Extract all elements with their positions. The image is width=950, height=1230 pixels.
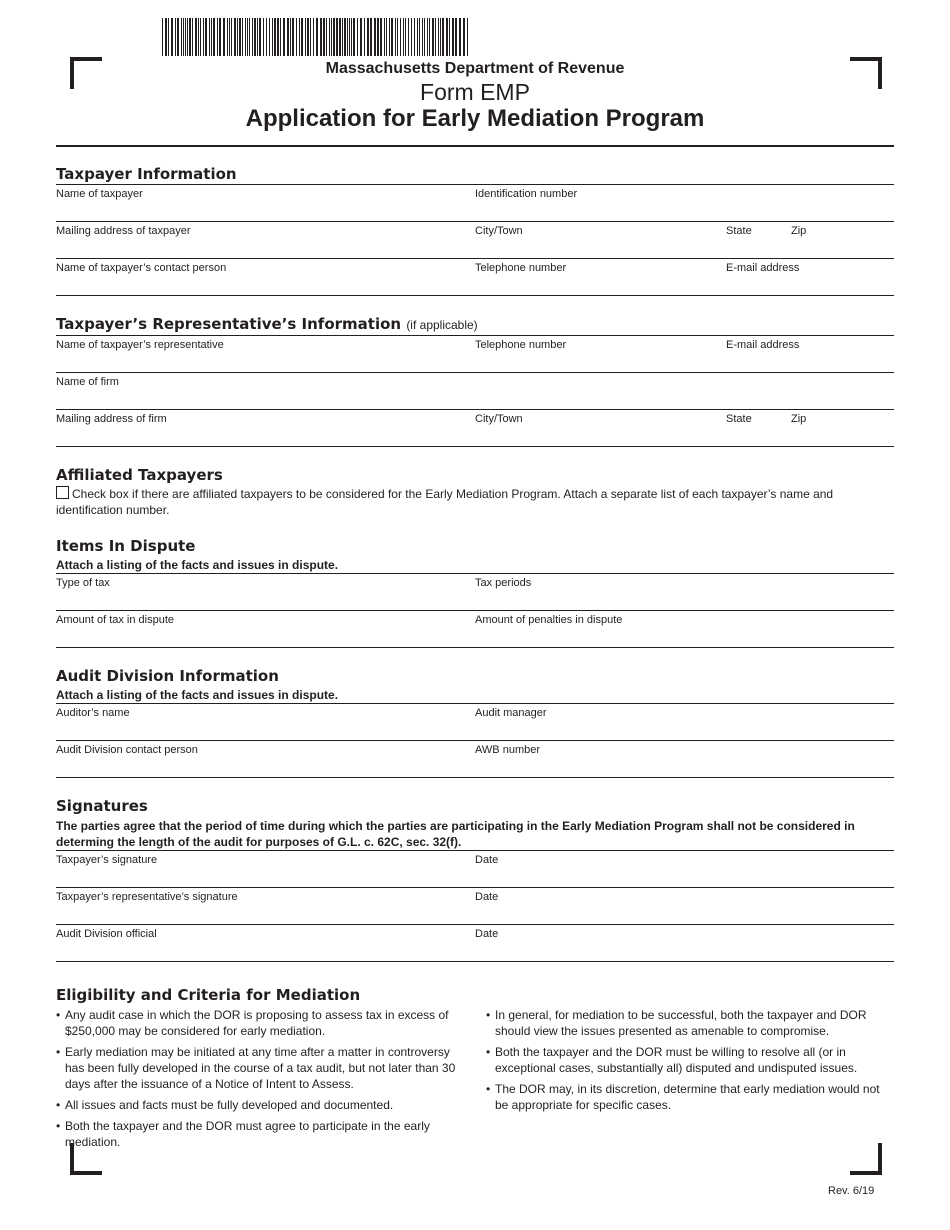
barcode-bar bbox=[229, 18, 230, 56]
header-divider bbox=[56, 145, 894, 147]
form-field-row bbox=[56, 221, 894, 258]
form-field-row bbox=[56, 184, 894, 221]
barcode-bar bbox=[422, 18, 423, 56]
barcode-bar bbox=[231, 18, 232, 56]
representative-section-title bbox=[56, 314, 894, 335]
criterion-text: Any audit case in which the DOR is proposing to assess tax in excess of $250,000 may be considered for early mediation. bbox=[65, 1008, 449, 1038]
criterion-text: All issues and facts must be fully developed and documented. bbox=[65, 1098, 394, 1112]
barcode-bar bbox=[223, 18, 225, 56]
bullet-glyph: • bbox=[486, 1008, 491, 1022]
barcode-bar bbox=[237, 18, 238, 56]
criterion-text: Both the taxpayer and the DOR must be willing to resolve all (or in exceptional cases, substantially all) disputed and undisputed issues. bbox=[495, 1045, 858, 1075]
affiliated-instructions: Check box if there are affiliated taxpayers to be considered for the Early Mediation Program. Attach a separate list of each taxpayer’s name and identification number. bbox=[56, 487, 834, 517]
field-label: Date bbox=[475, 854, 499, 866]
form-field-row bbox=[56, 409, 894, 447]
barcode-bar bbox=[435, 18, 436, 56]
barcode-bar bbox=[209, 18, 210, 56]
barcode-bar bbox=[239, 18, 241, 56]
form-field-row bbox=[56, 610, 894, 648]
field-label: Mailing address of firm bbox=[56, 413, 167, 425]
barcode-bar bbox=[400, 18, 401, 56]
barcode-bar bbox=[259, 18, 261, 56]
barcode-bar bbox=[323, 18, 325, 56]
field-label: City/Town bbox=[475, 413, 523, 425]
field-label: Date bbox=[475, 891, 499, 903]
barcode-bar bbox=[364, 18, 365, 56]
bullet-glyph: • bbox=[486, 1045, 491, 1059]
barcode-bar bbox=[217, 18, 218, 56]
barcode-bar bbox=[316, 18, 318, 56]
barcode-bar bbox=[357, 18, 358, 56]
field-label: Taxpayer’s representative’s signature bbox=[56, 891, 238, 903]
bullet-glyph: • bbox=[56, 1008, 61, 1022]
field-label: Amount of tax in dispute bbox=[56, 614, 175, 626]
eligibility-criterion bbox=[486, 1044, 894, 1076]
barcode-bar bbox=[168, 18, 169, 56]
audit-section-title: Audit Division Information bbox=[56, 667, 279, 685]
barcode-bar bbox=[266, 18, 267, 56]
barcode-bar bbox=[405, 18, 406, 56]
eligibility-criterion bbox=[56, 1097, 464, 1113]
field-label: Audit Division official bbox=[56, 928, 157, 940]
field-label: Auditor’s name bbox=[56, 707, 130, 719]
barcode-bar bbox=[175, 18, 176, 56]
taxpayer-section-title: Taxpayer Information bbox=[56, 165, 237, 183]
barcode-bar bbox=[307, 18, 309, 56]
field-label: AWB number bbox=[475, 744, 541, 756]
field-label: Zip bbox=[791, 413, 807, 425]
affiliated-taxpayers-checkbox[interactable] bbox=[56, 486, 69, 499]
barcode-bar bbox=[380, 18, 382, 56]
barcode-bar bbox=[374, 18, 376, 56]
barcode-bar bbox=[247, 18, 248, 56]
bullet-glyph: • bbox=[56, 1119, 61, 1133]
if-applicable-note: (if applicable) bbox=[406, 318, 478, 332]
barcode-bar bbox=[408, 18, 409, 56]
signatures-section bbox=[56, 796, 894, 962]
barcode-bar bbox=[463, 18, 465, 56]
dispute-instructions: Attach a listing of the facts and issues in dispute. bbox=[56, 558, 339, 572]
barcode-bar bbox=[427, 18, 428, 56]
barcode-bar bbox=[419, 18, 420, 56]
barcode-bar bbox=[254, 18, 256, 56]
barcode-bar bbox=[263, 18, 264, 56]
barcode-bar bbox=[449, 18, 450, 56]
barcode-bar bbox=[187, 18, 188, 56]
taxpayer-section bbox=[56, 164, 894, 296]
audit-fields bbox=[56, 703, 894, 778]
form-field-row bbox=[56, 573, 894, 610]
dispute-section bbox=[56, 536, 894, 648]
bullet-glyph: • bbox=[56, 1045, 61, 1059]
barcode-bar bbox=[219, 18, 221, 56]
barcode-bar bbox=[347, 18, 348, 56]
barcode-bar bbox=[299, 18, 300, 56]
eligibility-section-title: Eligibility and Criteria for Mediation bbox=[56, 986, 361, 1004]
barcode-bar bbox=[424, 18, 425, 56]
barcode-bar bbox=[305, 18, 306, 56]
audit-section bbox=[56, 666, 894, 778]
criterion-text: The DOR may, in its discretion, determine that early mediation would not be appropriate for specific cases. bbox=[495, 1082, 880, 1112]
field-label: Mailing address of taxpayer bbox=[56, 225, 191, 237]
barcode bbox=[162, 18, 470, 56]
form-field-row bbox=[56, 703, 894, 740]
barcode-bar bbox=[391, 18, 393, 56]
barcode-bar bbox=[177, 18, 179, 56]
barcode-bar bbox=[162, 18, 163, 56]
barcode-bar bbox=[370, 18, 372, 56]
barcode-bar bbox=[234, 18, 236, 56]
field-label: Tax periods bbox=[475, 577, 532, 589]
barcode-bar bbox=[198, 18, 199, 56]
field-label: Date bbox=[475, 928, 499, 940]
barcode-bar bbox=[411, 18, 412, 56]
barcode-bar bbox=[329, 18, 330, 56]
form-field-row bbox=[56, 258, 894, 296]
barcode-bar bbox=[203, 18, 204, 56]
eligibility-criterion bbox=[486, 1081, 894, 1113]
representative-fields bbox=[56, 335, 894, 447]
barcode-bar bbox=[245, 18, 246, 56]
barcode-bar bbox=[326, 18, 327, 56]
barcode-bar bbox=[438, 18, 439, 56]
barcode-bar bbox=[395, 18, 396, 56]
barcode-bar bbox=[432, 18, 434, 56]
barcode-bar bbox=[351, 18, 352, 56]
revision-date: Rev. 6/19 bbox=[828, 1185, 875, 1197]
dispute-section-title: Items In Dispute bbox=[56, 537, 196, 555]
barcode-bar bbox=[301, 18, 303, 56]
barcode-bar bbox=[192, 18, 193, 56]
barcode-bar bbox=[349, 18, 350, 56]
signature-fields bbox=[56, 850, 894, 962]
barcode-bar bbox=[384, 18, 385, 56]
barcode-bar bbox=[417, 18, 418, 56]
affiliated-row bbox=[56, 486, 894, 518]
barcode-bar bbox=[171, 18, 173, 56]
barcode-bar bbox=[252, 18, 253, 56]
criterion-text: Both the taxpayer and the DOR must agree to participate in the early mediation. bbox=[65, 1119, 430, 1149]
barcode-bar bbox=[290, 18, 291, 56]
form-title: Application for Early Mediation Program bbox=[245, 105, 705, 132]
eligibility-right-column bbox=[486, 1007, 894, 1155]
affiliated-section bbox=[56, 465, 894, 518]
barcode-bar bbox=[292, 18, 294, 56]
barcode-bar bbox=[277, 18, 279, 56]
barcode-bar bbox=[200, 18, 201, 56]
barcode-bar bbox=[205, 18, 207, 56]
field-label: Zip bbox=[791, 225, 807, 237]
field-label: Audit manager bbox=[475, 707, 547, 719]
barcode-bar bbox=[313, 18, 314, 56]
barcode-bar bbox=[249, 18, 250, 56]
barcode-bar bbox=[181, 18, 182, 56]
criterion-text: Early mediation may be initiated at any time after a matter in controversy has been fully developed in the course of a tax audit, but not later than 30 days after the issuance of a Notice of Intent to Assess. bbox=[65, 1045, 456, 1091]
field-label: State bbox=[726, 225, 752, 237]
bullet-glyph: • bbox=[486, 1082, 491, 1096]
barcode-bar bbox=[452, 18, 454, 56]
barcode-bar bbox=[272, 18, 273, 56]
barcode-bar bbox=[195, 18, 197, 56]
field-label: Taxpayer’s signature bbox=[56, 854, 158, 866]
form-field-row bbox=[56, 850, 894, 887]
barcode-bar bbox=[296, 18, 297, 56]
field-label: State bbox=[726, 413, 752, 425]
field-label: City/Town bbox=[475, 225, 523, 237]
form-field-row bbox=[56, 372, 894, 409]
barcode-bar bbox=[257, 18, 258, 56]
barcode-bar bbox=[459, 18, 461, 56]
form-body bbox=[56, 164, 894, 962]
barcode-bar bbox=[333, 18, 335, 56]
barcode-bar bbox=[442, 18, 444, 56]
field-label: Audit Division contact person bbox=[56, 744, 198, 756]
barcode-bar bbox=[397, 18, 398, 56]
field-label: Telephone number bbox=[475, 339, 567, 351]
eligibility-section bbox=[56, 985, 894, 1155]
form-field-row bbox=[56, 924, 894, 962]
barcode-bar bbox=[269, 18, 270, 56]
eligibility-left-column bbox=[56, 1007, 464, 1155]
barcode-bar bbox=[189, 18, 191, 56]
barcode-bar bbox=[367, 18, 369, 56]
barcode-bar bbox=[227, 18, 228, 56]
barcode-bar bbox=[242, 18, 243, 56]
department-name: Massachusetts Department of Revenue bbox=[325, 60, 625, 77]
signatures-agreement-note: The parties agree that the period of time during which the parties are participating in the Early Mediation Program shall not be considered in determing the length of the audit for purposes of G.L. c. 62C, sec. 32(f). bbox=[56, 819, 855, 849]
field-label: Amount of penalties in dispute bbox=[475, 614, 623, 626]
field-label: E-mail address bbox=[726, 262, 800, 274]
barcode-bar bbox=[185, 18, 186, 56]
form-name: Form EMP bbox=[420, 79, 530, 105]
field-label: Type of tax bbox=[56, 577, 110, 589]
dispute-fields bbox=[56, 573, 894, 648]
representative-section-title-text: Taxpayer’s Representative’s Information bbox=[56, 315, 402, 333]
form-field-row bbox=[56, 740, 894, 778]
affiliated-section-title: Affiliated Taxpayers bbox=[56, 466, 223, 484]
field-label: Name of taxpayer’s contact person bbox=[56, 262, 227, 274]
barcode-bar bbox=[389, 18, 390, 56]
barcode-bar bbox=[320, 18, 322, 56]
barcode-bar bbox=[403, 18, 404, 56]
criterion-text: In general, for mediation to be successful, both the taxpayer and DOR should view the issues presented as amenable to compromise. bbox=[495, 1008, 867, 1038]
eligibility-criterion bbox=[56, 1044, 464, 1092]
form-header bbox=[0, 59, 950, 133]
representative-section bbox=[56, 314, 894, 447]
taxpayer-fields bbox=[56, 184, 894, 296]
audit-instructions: Attach a listing of the facts and issues in dispute. bbox=[56, 688, 339, 702]
barcode-bar bbox=[414, 18, 415, 56]
field-label: Identification number bbox=[475, 188, 578, 200]
barcode-bar bbox=[339, 18, 341, 56]
barcode-bar bbox=[455, 18, 457, 56]
eligibility-columns bbox=[56, 1007, 894, 1155]
field-label: Telephone number bbox=[475, 262, 567, 274]
barcode-bar bbox=[429, 18, 430, 56]
bullet-glyph: • bbox=[56, 1098, 61, 1112]
barcode-bar bbox=[342, 18, 343, 56]
barcode-bar bbox=[283, 18, 285, 56]
form-field-row bbox=[56, 887, 894, 924]
field-label: E-mail address bbox=[726, 339, 800, 351]
barcode-bar bbox=[344, 18, 346, 56]
barcode-bar bbox=[440, 18, 441, 56]
barcode-bar bbox=[213, 18, 215, 56]
field-label: Name of taxpayer bbox=[56, 188, 143, 200]
barcode-bar bbox=[165, 18, 167, 56]
eligibility-criterion bbox=[56, 1118, 464, 1150]
barcode-bar bbox=[353, 18, 355, 56]
barcode-bar bbox=[377, 18, 379, 56]
barcode-bar bbox=[331, 18, 332, 56]
barcode-bar bbox=[274, 18, 276, 56]
barcode-bar bbox=[467, 18, 468, 56]
form-field-row bbox=[56, 335, 894, 372]
barcode-bar bbox=[310, 18, 311, 56]
eligibility-criterion bbox=[486, 1007, 894, 1039]
barcode-bar bbox=[446, 18, 448, 56]
barcode-bar bbox=[386, 18, 387, 56]
eligibility-criterion bbox=[56, 1007, 464, 1039]
barcode-bar bbox=[287, 18, 289, 56]
barcode-bar bbox=[211, 18, 212, 56]
barcode-bar bbox=[280, 18, 281, 56]
barcode-bar bbox=[336, 18, 338, 56]
field-label: Name of firm bbox=[56, 376, 119, 388]
barcode-bar bbox=[183, 18, 184, 56]
field-label: Name of taxpayer’s representative bbox=[56, 339, 224, 351]
signatures-section-title: Signatures bbox=[56, 797, 148, 815]
barcode-bar bbox=[360, 18, 362, 56]
